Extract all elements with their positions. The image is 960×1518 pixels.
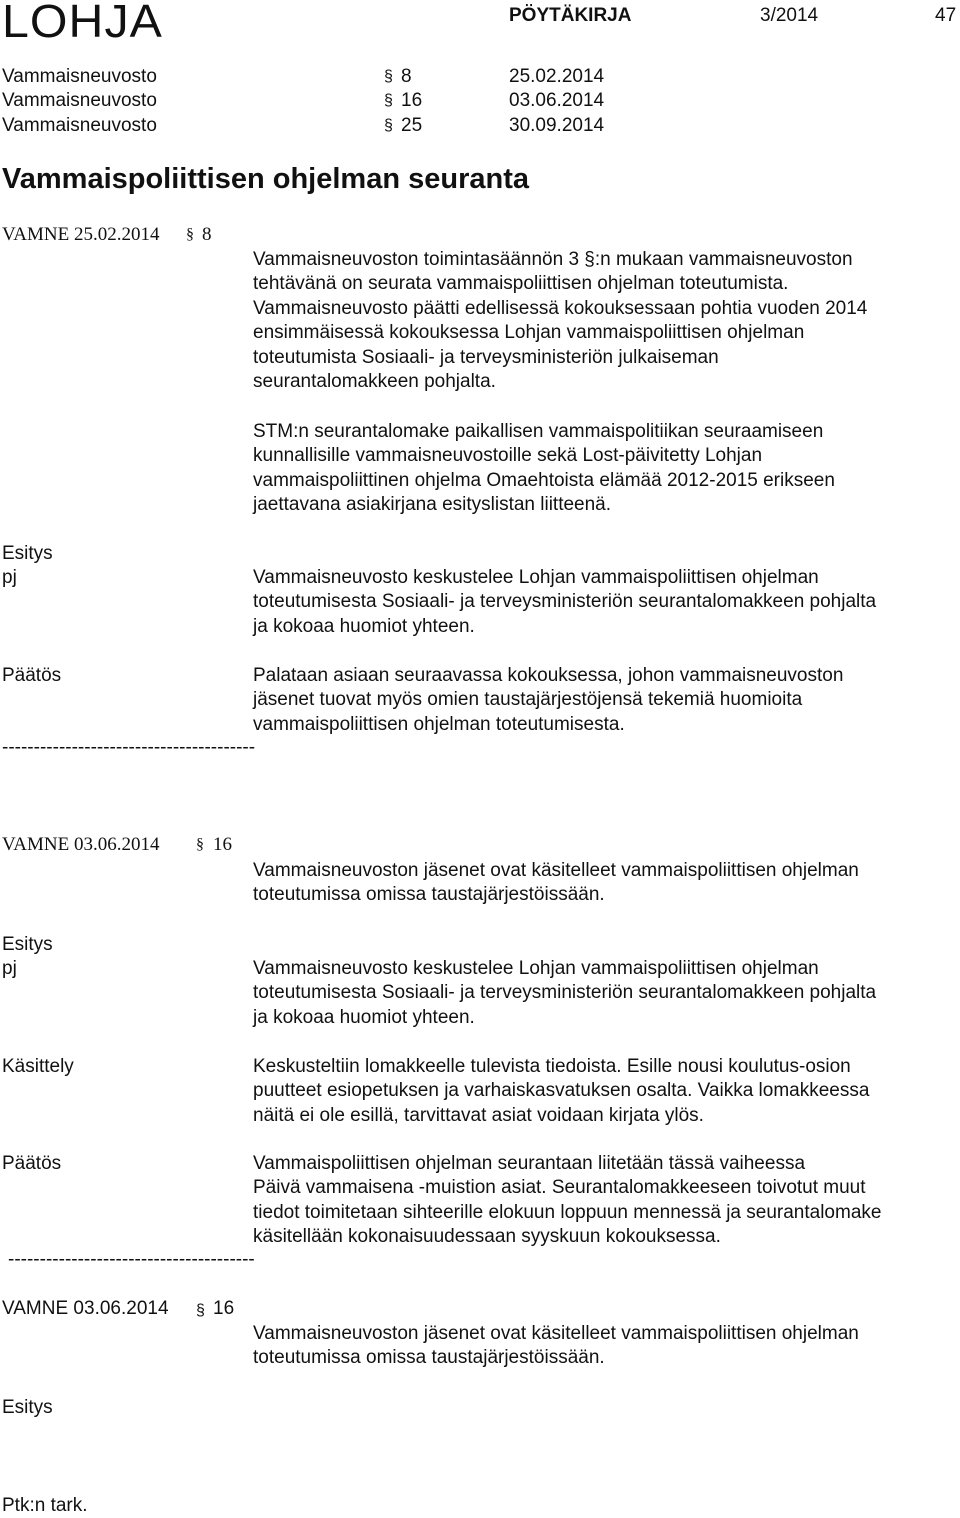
divider: ---------------------------------------- bbox=[2, 737, 256, 758]
pj-label: pj bbox=[2, 958, 17, 979]
meeting-date: 30.09.2014 bbox=[509, 115, 605, 136]
text-line: vammaispoliittinen ohjelma Omaehtoista elämää 2012-2015 erikseen bbox=[253, 469, 835, 491]
text-line: käsitellään kokonaisuudessaan syyskuun kokouksessa. bbox=[253, 1226, 721, 1248]
text-line: jäsenet tuovat myös omien taustajärjestöjensä tekemiä huomioita bbox=[253, 689, 803, 711]
text-line: kunnallisille vammaisneuvostoille sekä Lost-päivitetty Lohjan bbox=[253, 445, 763, 467]
text-line: Vammaisneuvoston jäsenet ovat käsitelleet vammaispoliittisen ohjelman bbox=[253, 1323, 859, 1344]
esitys-label: Esitys bbox=[2, 543, 53, 564]
block2-intro bbox=[253, 859, 958, 908]
divider: --------------------------------------- bbox=[8, 1249, 255, 1270]
text-line: toteutumisesta Sosiaali- ja terveysministeriön seurantalomakkeen pohjalta bbox=[253, 591, 877, 613]
paatos-label: Päätös bbox=[2, 1153, 62, 1174]
text-line: STM:n seurantalomake paikallisen vammaispolitiikan seuraamiseen bbox=[253, 421, 824, 442]
text-line: näitä ei ole esillä, tarvittavat asiat voidaan kirjata ylös. bbox=[253, 1104, 704, 1126]
pj-label: pj bbox=[2, 567, 17, 588]
page-number: 47 bbox=[935, 5, 957, 26]
text-line: Päivä vammaisena -muistion asiat. Seurantalomakkeeseen toivotut muut bbox=[253, 1177, 866, 1199]
section-sign: § bbox=[384, 68, 393, 85]
document-number: 3/2014 bbox=[760, 5, 819, 26]
block2-ref-number: 16 bbox=[213, 834, 232, 855]
text-line: toteutumista Sosiaali- ja terveysministeriön julkaiseman bbox=[253, 346, 719, 368]
paatos-label: Päätös bbox=[2, 665, 62, 686]
text-line: ja kokoaa huomiot yhteen. bbox=[253, 1006, 475, 1028]
block1-paatos bbox=[253, 664, 958, 737]
text-line: Vammaisneuvosto keskustelee Lohjan vammaispoliittisen ohjelman bbox=[253, 958, 819, 979]
section-sign: § bbox=[196, 836, 204, 853]
meeting-date: 25.02.2014 bbox=[509, 66, 605, 87]
block2-kasittely bbox=[253, 1055, 958, 1128]
text-line: Vammaisneuvosto päätti edellisessä kokouksessaan pohtia vuoden 2014 bbox=[253, 297, 868, 319]
text-line: Vammaispoliittisen ohjelman seurantaan liitetään tässä vaiheessa bbox=[253, 1153, 806, 1174]
text-line: Vammaisneuvosto keskustelee Lohjan vammaispoliittisen ohjelman bbox=[253, 567, 819, 588]
block2-ref: VAMNE 03.06.2014 bbox=[2, 834, 160, 855]
section-sign: § bbox=[186, 226, 194, 243]
meeting-body: Vammaisneuvosto bbox=[2, 90, 157, 111]
block3-intro bbox=[253, 1322, 958, 1371]
block2-paatos bbox=[253, 1152, 958, 1250]
block3-ref-number: 16 bbox=[213, 1298, 235, 1319]
meeting-date: 03.06.2014 bbox=[509, 90, 605, 111]
text-line: Vammaisneuvoston toimintasäännön 3 §:n mukaan vammaisneuvoston bbox=[253, 249, 853, 270]
text-line: puutteet esiopetuksen ja varhaiskasvatuksen osalta. Vaikka lomakkeessa bbox=[253, 1080, 870, 1102]
text-line: tiedot toimitetaan sihteerille elokuun loppuun mennessä ja seurantalomake bbox=[253, 1201, 882, 1223]
text-line: toteutumissa omissa taustajärjestöissään. bbox=[253, 884, 605, 906]
block1-esitys bbox=[253, 566, 958, 639]
document-type: PÖYTÄKIRJA bbox=[509, 5, 632, 26]
text-line: seurantalomakkeen pohjalta. bbox=[253, 371, 496, 393]
text-line: ensimmäisessä kokouksessa Lohjan vammaispoliittisen ohjelman bbox=[253, 322, 805, 344]
text-line: ja kokoaa huomiot yhteen. bbox=[253, 615, 475, 637]
block1-ref: VAMNE 25.02.2014 bbox=[2, 224, 160, 245]
meeting-body: Vammaisneuvosto bbox=[2, 66, 157, 87]
text-line: vammaispoliittisen ohjelman toteutumisesta. bbox=[253, 713, 625, 735]
block1-attachment bbox=[253, 420, 958, 518]
meeting-body: Vammaisneuvosto bbox=[2, 115, 157, 136]
section-sign: § bbox=[384, 92, 393, 109]
lohja-logo: LOHJA bbox=[2, 0, 163, 47]
esitys-label: Esitys bbox=[2, 934, 53, 955]
text-line: toteutumisesta Sosiaali- ja terveysministeriön seurantalomakkeen pohjalta bbox=[253, 982, 877, 1004]
esitys-label: Esitys bbox=[2, 1397, 53, 1418]
meeting-number: 25 bbox=[401, 115, 423, 136]
text-line: Keskusteltiin lomakkeelle tulevista tiedoista. Esille nousi koulutus-osion bbox=[253, 1056, 851, 1077]
kasittely-label: Käsittely bbox=[2, 1056, 74, 1077]
section-sign: § bbox=[196, 1302, 205, 1319]
footer-check: Ptk:n tark. bbox=[2, 1495, 88, 1516]
meeting-number: 8 bbox=[401, 66, 412, 87]
block1-intro bbox=[253, 248, 958, 394]
block3-ref: VAMNE 03.06.2014 bbox=[2, 1298, 169, 1319]
text-line: jaettavana asiakirjana esityslistan liitteenä. bbox=[253, 494, 612, 516]
section-sign: § bbox=[384, 117, 393, 134]
page-title: Vammaispoliittisen ohjelman seuranta bbox=[2, 163, 529, 195]
text-line: toteutumissa omissa taustajärjestöissään. bbox=[253, 1347, 605, 1369]
block1-ref-number: 8 bbox=[202, 224, 212, 245]
text-line: tehtävänä on seurata vammaispoliittisen ohjelman toteutumista. bbox=[253, 273, 789, 295]
meeting-number: 16 bbox=[401, 90, 423, 111]
text-line: Palataan asiaan seuraavassa kokouksessa, johon vammaisneuvoston bbox=[253, 665, 844, 686]
block2-esitys bbox=[253, 957, 958, 1030]
text-line: Vammaisneuvoston jäsenet ovat käsitelleet vammaispoliittisen ohjelman bbox=[253, 860, 859, 881]
